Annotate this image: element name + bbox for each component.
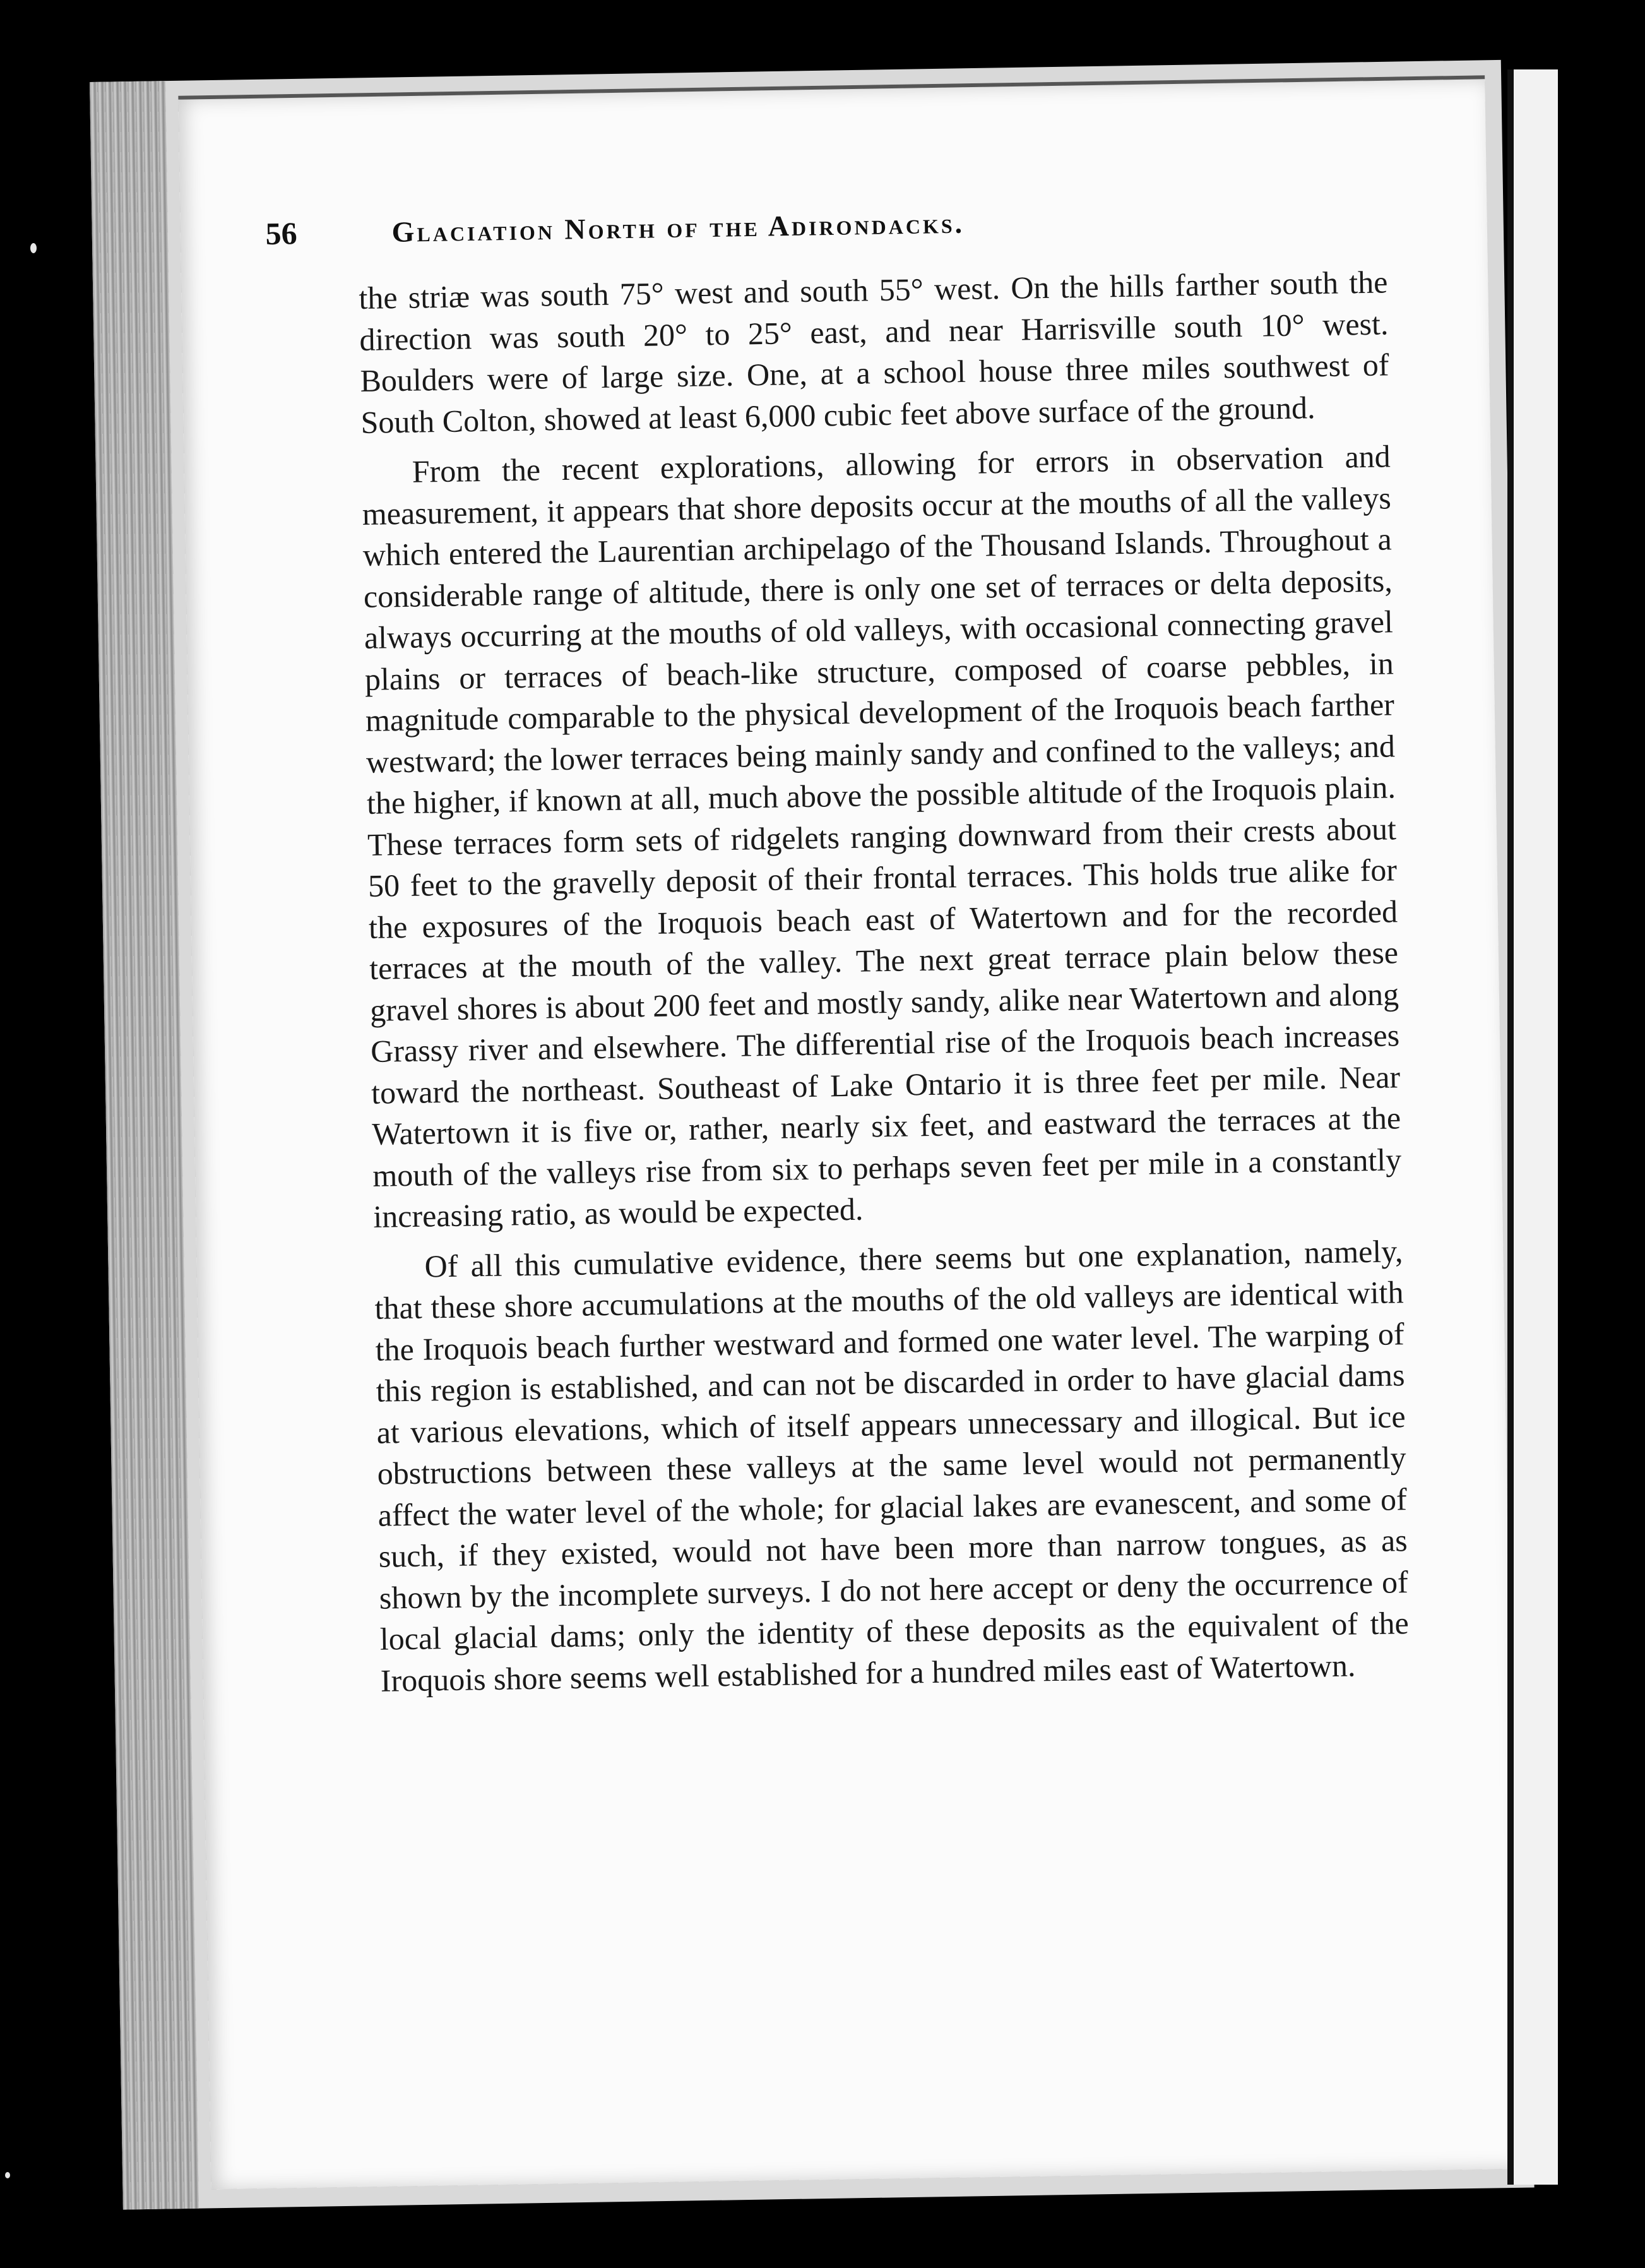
paragraph-2: From the recent explorations, allowing for errors in observation and measurement, it appears that shore deposits occur at the mouths of all the valleys which entered the Laurentian archipelago of the Thousand Islands. Throughout a considerable range of altitude, there is only one set of terraces or delta deposits, always occurring at the mouths of old valleys, with occasional connecting gravel plains or terraces of beach-like structure, composed of coarse pebbles, in magnitude comparable to the physical development of the Iroquois beach farther westward; the lower terraces being mainly sandy and confined to the valleys; and the higher, if known at all, much above the possible altitude of the Iroquois plain. These terraces form sets of ridgelets ranging downward from their crests about 50 feet to the gravelly deposit of their frontal terraces. This holds true alike for the exposures of the Iroquois beach east of Watertown and for the recorded terraces at the mouth of the valley. The next great terrace plain below these gravel shores is about 200 feet and mostly sandy, alike near Watertown and along Grassy river and elsewhere. The differential rise of the Iroquois beach increases toward the northeast. Southeast of Lake Ontario it is three feet per mile. Near Watertown it is five or, rather, nearly six feet, and eastward the terraces at the mouth of the valleys rise from six to perhaps seven feet per mile in a constantly increasing ratio, as would be expected. xyxy=(362,438,1402,1234)
margin-speck xyxy=(5,2172,10,2178)
page-number: 56 xyxy=(265,215,298,251)
paragraph-3: Of all this cumulative evidence, there seems but one explanation, namely, that these shore accumulations at the mouths of the old valleys are identical with the Iroquois beach further westward and formed one water level. The warping of this region is established, and can not be discarded in order to have glacial dams at various elevations, which of itself appears unnecessary and illogical. But ice obstructions between these valleys at the same level would not permanently affect the water level of the whole; for glacial lakes are evanescent, and some of such, if they existed, would not have been more than narrow tongues, as as shown by the incomplete surveys. I do not here accept or deny the occurrence of local glacial dams; only the identity of these deposits as the equivalent of the Iroquois shore seems well established for a hundred miles east of Watertown. xyxy=(374,1232,1410,1698)
paragraph-1: the striæ was south 75° west and south 55° west. On the hills farther south the direction was south 20° to 25° east, and near Harrisville south 10° west. Boulders were of large size. One, at a school house three miles southwest of South Colton, showed at least 6,000 cubic feet above surface of the ground. xyxy=(359,264,1389,440)
text-body xyxy=(359,261,1410,1701)
running-title: Glaciation North of the Adirondacks. xyxy=(391,206,965,248)
facing-page-edge xyxy=(1507,69,1558,2185)
margin-speck xyxy=(30,243,37,253)
